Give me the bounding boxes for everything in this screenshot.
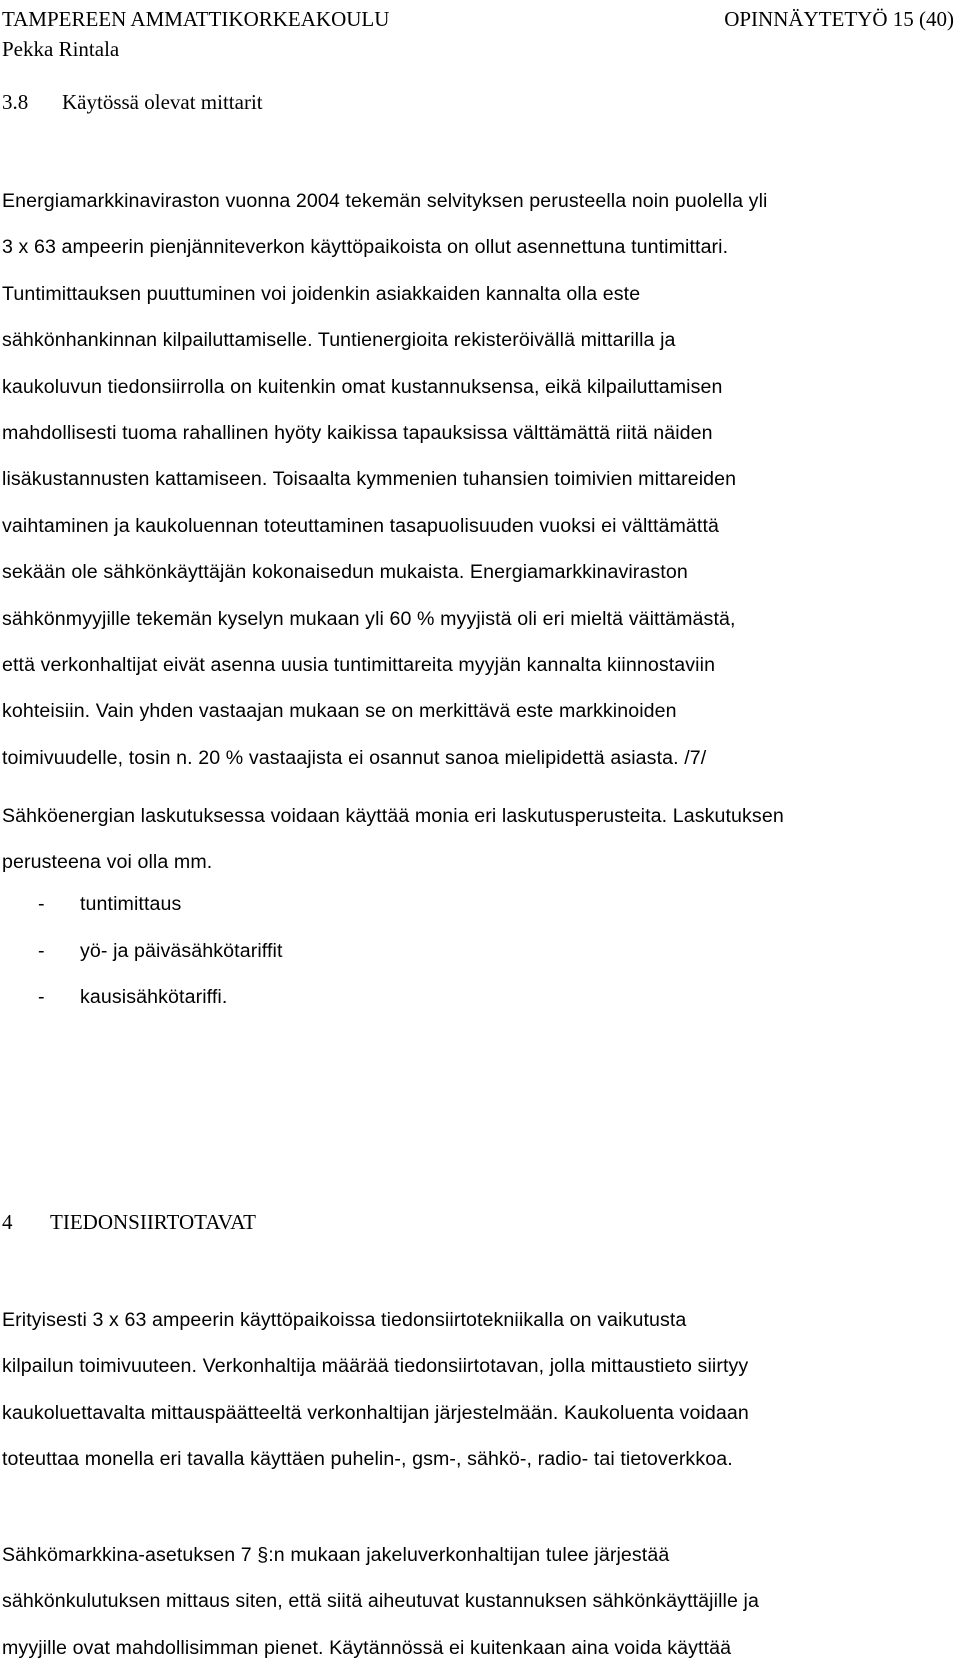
paragraph-line: Sähkömarkkina-asetuksen 7 §:n mukaan jakeluverkonhaltijan tulee järjestää xyxy=(2,1544,670,1566)
paragraph-line: kaukoluettavalta mittauspäätteeltä verkonhaltijan järjestelmään. Kaukoluenta voidaan xyxy=(2,1401,749,1424)
paragraph-regulation xyxy=(2,1532,960,1671)
paragraph-line: toteuttaa monella eri tavalla käyttäen puhelin-, gsm-, sähkö-, radio- tai tietoverkkoa. xyxy=(2,1448,733,1471)
paragraph-line: 3 x 63 ampeerin pienjänniteverkon käyttöpaikoista on ollut asennettuna tuntimittari. xyxy=(2,236,729,259)
school-name: TAMPEREEN AMMATTIKORKEAKOULU xyxy=(2,7,390,31)
page-header xyxy=(2,4,954,64)
paragraph-line: Tuntimittauksen puuttuminen voi joidenkin asiakkaiden kannalta olla este xyxy=(2,282,641,305)
section-number: 4 xyxy=(2,1210,13,1234)
section-heading-4 xyxy=(2,1210,256,1235)
list-item-text: yö- ja päiväsähkötariffit xyxy=(80,939,283,962)
paragraph-billing xyxy=(2,793,960,886)
paragraph-line: myyjille ovat mahdollisimman pienet. Käytännössä ei kuitenkaan aina voida käyttää xyxy=(2,1636,732,1659)
section-heading-3-8 xyxy=(2,90,263,115)
paragraph-line: että verkonhaltijat eivät asenna uusia tuntimittareita myyjän kannalta kiinnostaviin xyxy=(2,653,716,676)
thesis-page-label: OPINNÄYTETYÖ 15 (40) xyxy=(724,7,954,31)
paragraph-line: mahdollisesti tuoma rahallinen hyöty kaikissa tapauksissa välttämättä riitä näiden xyxy=(2,421,713,444)
paragraph-line: Energiamarkkinaviraston vuonna 2004 tekemän selvityksen perusteella noin puolella yli xyxy=(2,190,768,212)
paragraph-line: toimivuudelle, tosin n. 20 % vastaajista ei osannut sanoa mielipidettä asiasta. /7/ xyxy=(2,746,707,769)
paragraph-line: Erityisesti 3 x 63 ampeerin käyttöpaikoissa tiedonsiirtotekniikalla on vaikutusta xyxy=(2,1309,687,1331)
section-title: TIEDONSIIRTOTAVAT xyxy=(50,1210,256,1234)
paragraph-line: Sähköenergian laskutuksessa voidaan käyttää monia eri laskutusperusteita. Laskutuksen xyxy=(2,805,784,827)
paragraph-line: perusteena voi olla mm. xyxy=(2,851,213,874)
list-item-text: kausisähkötariffi. xyxy=(80,986,228,1008)
author-name: Pekka Rintala xyxy=(2,37,120,61)
paragraph-line: sähkönmyyjille tekemän kyselyn mukaan yli 60 % myyjistä oli eri mieltä väittämästä, xyxy=(2,607,736,630)
list-dash: - xyxy=(38,893,45,915)
list-item xyxy=(38,881,283,928)
paragraph-data-transfer xyxy=(2,1297,960,1483)
header-row xyxy=(2,4,954,34)
paragraph-line: sähkönhankinnan kilpailuttamiselle. Tuntienergioita rekisteröivällä mittarilla ja xyxy=(2,329,676,352)
paragraph-line: sähkönkulutuksen mittaus siten, että siitä aiheutuvat kustannuksen sähkönkäyttäjille ja xyxy=(2,1590,759,1613)
billing-list xyxy=(38,881,283,1021)
paragraph-line: sekään ole sähkönkäyttäjän kokonaisedun mukaista. Energiamarkkinaviraston xyxy=(2,561,688,584)
paragraph-line: kaukoluvun tiedonsiirrolla on kuitenkin omat kustannuksensa, eikä kilpailuttamisen xyxy=(2,375,723,398)
section-title: Käytössä olevat mittarit xyxy=(62,90,263,114)
paragraph-line: kilpailun toimivuuteen. Verkonhaltija määrää tiedonsiirtotavan, jolla mittaustieto siirtyy xyxy=(2,1355,749,1378)
section-number: 3.8 xyxy=(2,90,29,114)
list-dash: - xyxy=(38,986,45,1008)
list-item xyxy=(38,974,283,1021)
paragraph-meters-1 xyxy=(2,178,960,781)
list-item-text: tuntimittaus xyxy=(80,893,182,915)
paragraph-line: vaihtaminen ja kaukoluennan toteuttaminen tasapuolisuuden vuoksi ei välttämättä xyxy=(2,514,719,537)
list-dash: - xyxy=(38,939,45,962)
list-item xyxy=(38,928,283,975)
paragraph-line: kohteisiin. Vain yhden vastaajan mukaan se on merkittävä este markkinoiden xyxy=(2,700,677,723)
paragraph-line: lisäkustannusten kattamiseen. Toisaalta kymmenien tuhansien toimivien mittareiden xyxy=(2,468,737,491)
